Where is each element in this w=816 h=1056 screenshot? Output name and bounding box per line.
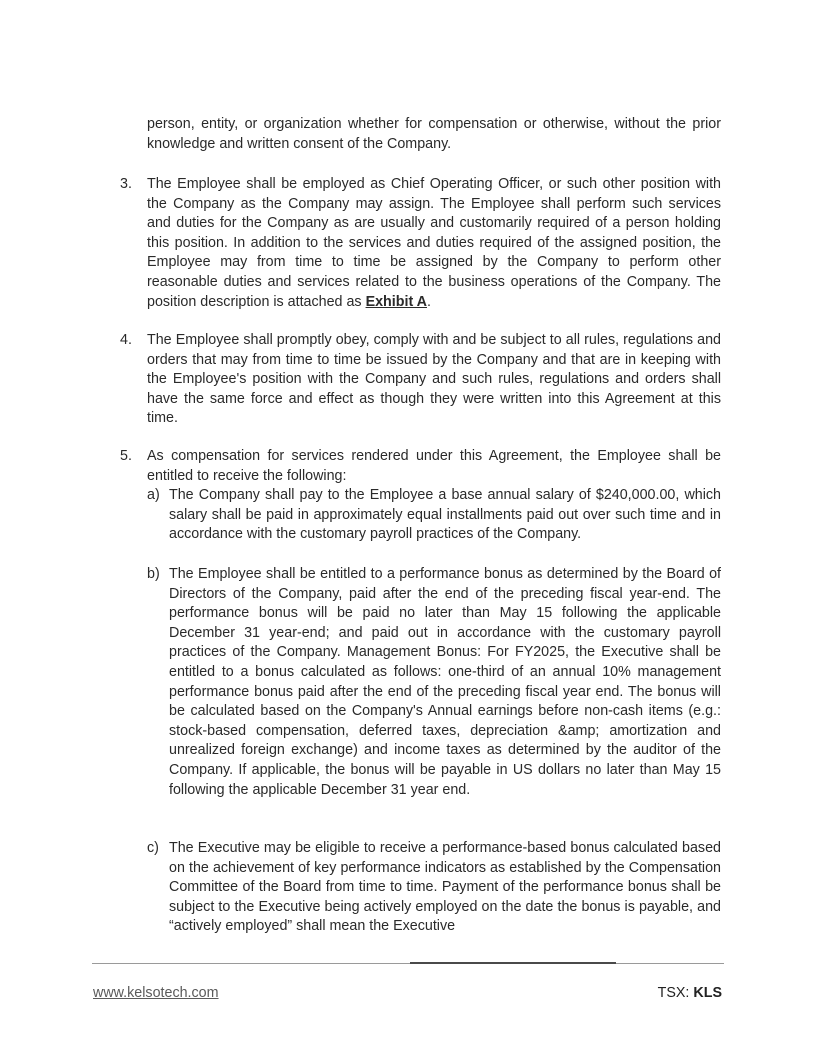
subitem-label: b) xyxy=(147,566,160,582)
clause-4-text: The Employee shall promptly obey, comply with and be subject to all rules, regulations and orders that may from time to time be issued by the Company and that are in keeping with the Employee's position with the Company and such rules, regulations and orders shall have the same force and effect as though they were written into this Agreement at this time. xyxy=(147,332,721,427)
ticker-symbol: KLS xyxy=(693,985,722,1001)
footer-website-link[interactable]: www.kelsotech.com xyxy=(93,985,219,1001)
clause-number: 5. xyxy=(120,448,132,464)
intro-continuation: person, entity, or organization whether for compensation or otherwise, without the prior knowledge and written consent of the Company. xyxy=(147,116,721,152)
subitem-label: a) xyxy=(147,487,160,503)
ticker-label: TSX: xyxy=(657,985,690,1001)
clause-number: 3. xyxy=(120,176,132,192)
subitem-label: c) xyxy=(147,840,159,856)
exhibit-a-link[interactable]: Exhibit A xyxy=(365,293,427,310)
subitem-c-text: The Executive may be eligible to receive a performance-based bonus calculated based on the achievement of key performance indicators as established by the Compensation Committee of the Board from time to time. Payment of the performance bonus shall be subject to the Executive being actively employed on the date the bonus is payable, and “actively employed” shall mean the Executive xyxy=(169,840,721,935)
subitem-b-text: The Employee shall be entitled to a performance bonus as determined by the Board of Directors of the Company, paid after the end of the preceding fiscal year-end. The performance bonus will be paid no later than May 15 following the applicable December 31 year-end; and paid out in accordance with the customary payroll practices of the Company. Management Bonus: For FY2025, the Executive shall be entitled to a bonus calculated as follows: one-third of an annual 10% management performance bonus paid after the end of the preceding fiscal year end. The bonus will be calculated based on the Company's Annual earnings before non-cash items (e.g.: stock-based compensation, deferred taxes, depreciation &amp; amortization and unrealized foreign exchange) and income taxes as determined by the auditor of the Company. If applicable, the bonus will be payable in US dollars no later than May 15 following the applicable December 31 year end. xyxy=(169,566,721,798)
clause-3-text xyxy=(147,175,721,312)
subitem-a-text: The Company shall pay to the Employee a base annual salary of $240,000.00, which salary shall be paid in approximately equal installments paid out over such time and in accordance with the customary payroll practices of the Company. xyxy=(169,487,721,543)
footer-divider xyxy=(92,963,724,964)
clause-3-body: The Employee shall be employed as Chief Operating Officer, or such other position with the Company as the Company may assign. The Employee shall perform such services and duties for the Company as are usually and customarily required of a person holding this position. In addition to the services and duties required of the assigned position, the Employee may from time to time be assigned by the Company to perform other reasonable duties and services related to the business operations of the Company. The position description is attached as xyxy=(147,176,721,310)
clause-5-text: As compensation for services rendered under this Agreement, the Employee shall be entitled to receive the following: xyxy=(147,448,721,484)
footer-ticker xyxy=(658,985,722,1001)
clause-3-end: . xyxy=(427,293,431,310)
clause-number: 4. xyxy=(120,332,132,348)
footer-divider-accent xyxy=(410,962,616,964)
